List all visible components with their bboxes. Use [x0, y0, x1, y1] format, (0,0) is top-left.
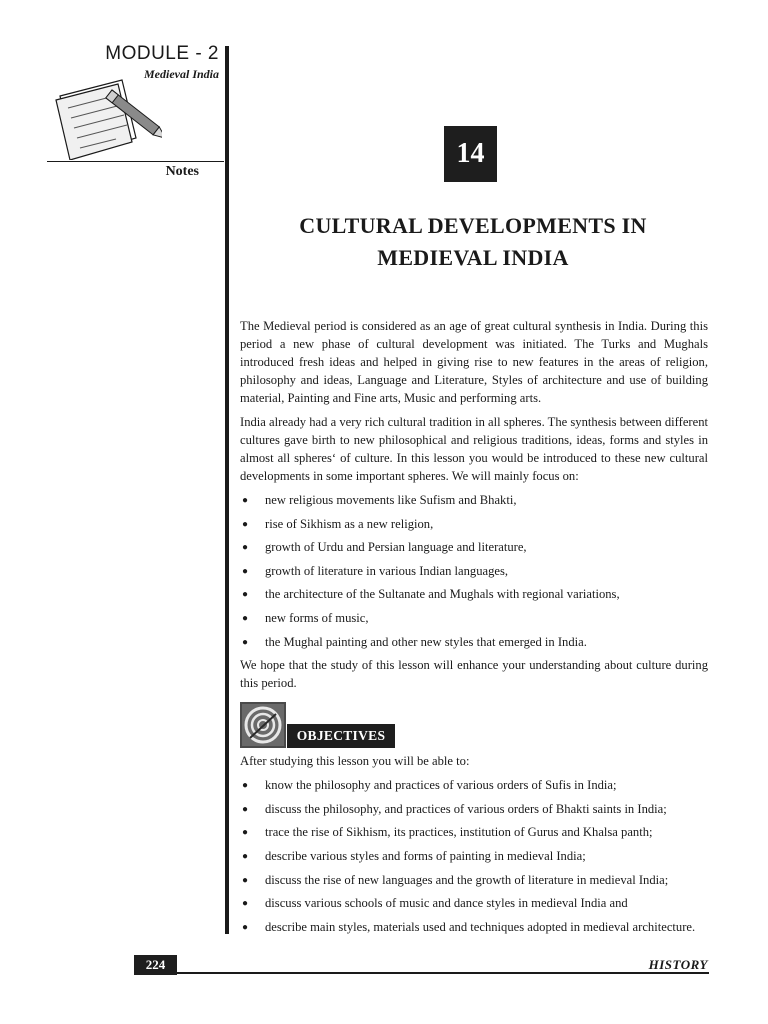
- bullet-icon: ●: [242, 518, 249, 530]
- list-item-text: new forms of music,: [265, 610, 369, 625]
- list-item-text: growth of Urdu and Persian language and literature,: [265, 540, 527, 555]
- list-item-text: discuss the rise of new languages and the growth of literature in medieval India;: [265, 872, 669, 887]
- intro-paragraph-3: We hope that the study of this lesson will enhance your understanding about culture during this period.: [240, 658, 708, 691]
- list-item-text: describe main styles, materials used and techniques adopted in medieval architecture.: [265, 919, 696, 934]
- list-item-text: rise of Sikhism as a new religion,: [265, 516, 434, 531]
- list-item: [240, 894, 708, 912]
- list-item: [240, 823, 708, 841]
- bullet-icon: ●: [242, 636, 249, 648]
- bullet-icon: ●: [242, 803, 249, 815]
- list-item: [240, 776, 708, 794]
- bullet-icon: ●: [242, 874, 249, 886]
- list-item-text: the architecture of the Sultanate and Mughals with regional variations,: [265, 587, 620, 602]
- list-item-text: trace the rise of Sikhism, its practices, institution of Gurus and Khalsa panth;: [265, 825, 653, 840]
- chapter-title-line-2: MEDIEVAL INDIA: [377, 245, 569, 270]
- bullet-icon: ●: [242, 898, 249, 910]
- bullet-icon: ●: [242, 921, 249, 933]
- list-item-text: new religious movements like Sufism and Bhakti,: [265, 493, 517, 507]
- list-item-text: growth of literature in various Indian languages,: [265, 563, 509, 578]
- page-number: 224: [134, 955, 177, 975]
- list-item-text: discuss the philosophy, and practices of various orders of Bhakti saints in India;: [265, 801, 667, 816]
- list-item: [240, 562, 708, 580]
- list-item: [240, 515, 708, 533]
- list-item: [240, 609, 708, 627]
- notes-divider: [47, 161, 224, 162]
- bullet-icon: ●: [242, 612, 249, 624]
- notes-label: Notes: [165, 164, 199, 179]
- list-item-text: know the philosophy and practices of various orders of Sufis in India;: [265, 778, 617, 793]
- objectives-list: [240, 776, 708, 936]
- list-item: [240, 538, 708, 556]
- lesson-body: [240, 317, 708, 941]
- list-item-text: the Mughal painting and other new styles that emerged in India.: [265, 634, 587, 649]
- list-item: [240, 800, 708, 818]
- notes-pencil-icon: [52, 74, 162, 160]
- list-item: [240, 491, 708, 509]
- intro-paragraph-2: India already had a very rich cultural tradition in all spheres. The synthesis between different cultures gave birth to new philosophical and religious traditions, ideas, forms and styles in almost all spheres‘ of culture. In this lesson you would be introduced to these new cultural developments in some important spheres. We will mainly focus on:: [240, 415, 708, 483]
- focus-list: [240, 491, 708, 651]
- bullet-icon: ●: [242, 780, 249, 792]
- target-icon: [240, 702, 286, 748]
- intro-paragraph-1: The Medieval period is considered as an age of great cultural synthesis in India. During this period a new phase of cultural development was initiated. The Turks and Mughals introduced fresh ideas and helped in giving rise to new features in the areas of religion, philosophy and ideas, Language and Literature, Styles of architecture and use of building material, Painting and Fine arts, Music and performing arts.: [240, 319, 708, 405]
- list-item: [240, 585, 708, 603]
- list-item-text: describe various styles and forms of painting in medieval India;: [265, 848, 586, 863]
- bullet-icon: ●: [242, 542, 249, 554]
- chapter-title: [240, 210, 706, 274]
- footer-rule: [134, 972, 709, 974]
- module-subtitle: Medieval India: [144, 67, 219, 81]
- list-item: [240, 871, 708, 889]
- bullet-icon: ●: [242, 850, 249, 862]
- objectives-heading-row: [240, 702, 708, 752]
- chapter-number: 14: [444, 126, 497, 182]
- module-title: MODULE - 2: [105, 43, 219, 64]
- list-item-text: discuss various schools of music and dance styles in medieval India and: [265, 896, 628, 911]
- margin-rule: [225, 46, 229, 934]
- list-item: [240, 847, 708, 865]
- objectives-intro: After studying this lesson you will be able to:: [240, 754, 470, 769]
- objectives-heading: OBJECTIVES: [287, 724, 395, 748]
- list-item: [240, 918, 708, 936]
- chapter-title-line-1: CULTURAL DEVELOPMENTS IN: [299, 213, 647, 238]
- bullet-icon: ●: [242, 827, 249, 839]
- footer-subject: HISTORY: [648, 957, 708, 972]
- bullet-icon: ●: [242, 565, 249, 577]
- list-item: [240, 633, 708, 651]
- bullet-icon: ●: [242, 589, 249, 601]
- bullet-icon: ●: [242, 495, 249, 506]
